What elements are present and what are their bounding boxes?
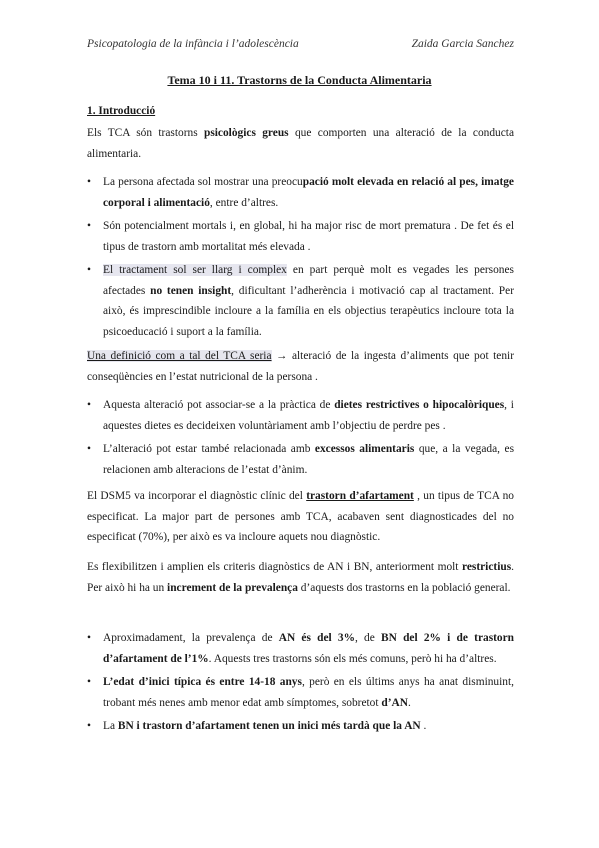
list-item: • El tractament sol ser llarg i complex en part perquè molt es vegades les persones afectades no tenen insight, dificultant l’adherència i motivació cap al tractament. Per això, és imprescindible incloure a la família en els objectius terapèutics incloure tota la psicoeducació i suport a la família. bbox=[87, 260, 514, 342]
dsm-paragraph: El DSM5 va incorporar el diagnòstic clínic del trastorn d’afartament , un tipus de TCA no especificat. La major part de persones amb TCA, acabaven sent diagnosticades del no especificat (70%), per això es va incloure aquets nou diagnòstic. bbox=[87, 490, 515, 543]
list-item: • Són potencialment mortals i, en global, hi ha major risc de mort prematura . De fet és el tipus de trastorn amb mortalitat més elevada . bbox=[87, 216, 514, 257]
bullet-icon: • bbox=[87, 176, 91, 188]
bullet-icon: • bbox=[87, 220, 91, 232]
definition-paragraph: Una definició com a tal del TCA seria → alteració de la ingesta d’aliments que pot tenir conseqüències en l’estat nutricional de la persona . bbox=[87, 350, 515, 383]
bullet-icon: • bbox=[87, 264, 91, 276]
list-item: • L’edat d’inici típica és entre 14-18 anys, però en els últims anys ha anat disminuint, trobant més nenes amb menor edat amb símptomes, sobretot d’AN. bbox=[87, 672, 514, 713]
bullet-list-3 bbox=[87, 628, 514, 737]
list-item: • La persona afectada sol mostrar una preocupació molt elevada en relació al pes, imatge corporal i alimentació, entre d’altres. bbox=[87, 172, 514, 213]
bullet-list-2 bbox=[87, 395, 514, 480]
list-item: • La BN i trastorn d’afartament tenen un inici més tardà que la AN . bbox=[87, 716, 514, 737]
section-heading: 1. Introducció bbox=[87, 105, 156, 117]
highlighted-text: El tractament sol ser llarg i complex bbox=[103, 264, 287, 276]
bullet-icon: • bbox=[87, 399, 91, 411]
list-item: • Aquesta alteració pot associar-se a la pràctica de dietes restrictives o hipocalòriques, i aquestes dietes es decideixen voluntàriament amb l’objectiu de perdre pes . bbox=[87, 395, 514, 436]
intro-paragraph: Els TCA són trastorns psicològics greus que comporten una alteració de la conducta alimentaria. bbox=[87, 127, 514, 160]
list-item: • Aproximadament, la prevalença de AN és del 3%, de BN del 2% i de trastorn d’afartament de l’1%. Aquests tres trastorns són els més comuns, però hi ha d’altres. bbox=[87, 628, 514, 669]
bullet-icon: • bbox=[87, 676, 91, 688]
header-author: Zaida Garcia Sanchez bbox=[411, 38, 514, 50]
bullet-list-1 bbox=[87, 172, 514, 342]
criteria-paragraph: Es flexibilitzen i amplien els criteris diagnòstics de AN i BN, anteriorment molt restrictius. Per això hi ha un increment de la prevalença d’aquests dos trastorns en la població general. bbox=[87, 561, 514, 594]
bullet-icon: • bbox=[87, 443, 91, 455]
highlighted-text: Una definició com a tal del TCA seria bbox=[87, 350, 272, 362]
document-title: Tema 10 i 11. Trastorns de la Conducta Alimentaria bbox=[167, 73, 432, 87]
bullet-icon: • bbox=[87, 720, 91, 732]
header-course: Psicopatologia de la infància i l’adolescència bbox=[87, 38, 299, 50]
list-item: • L’alteració pot estar també relacionada amb excessos alimentaris que, a la vegada, es relacionen amb alteracions de l’estat d’ànim. bbox=[87, 439, 514, 480]
bullet-icon: • bbox=[87, 632, 91, 644]
